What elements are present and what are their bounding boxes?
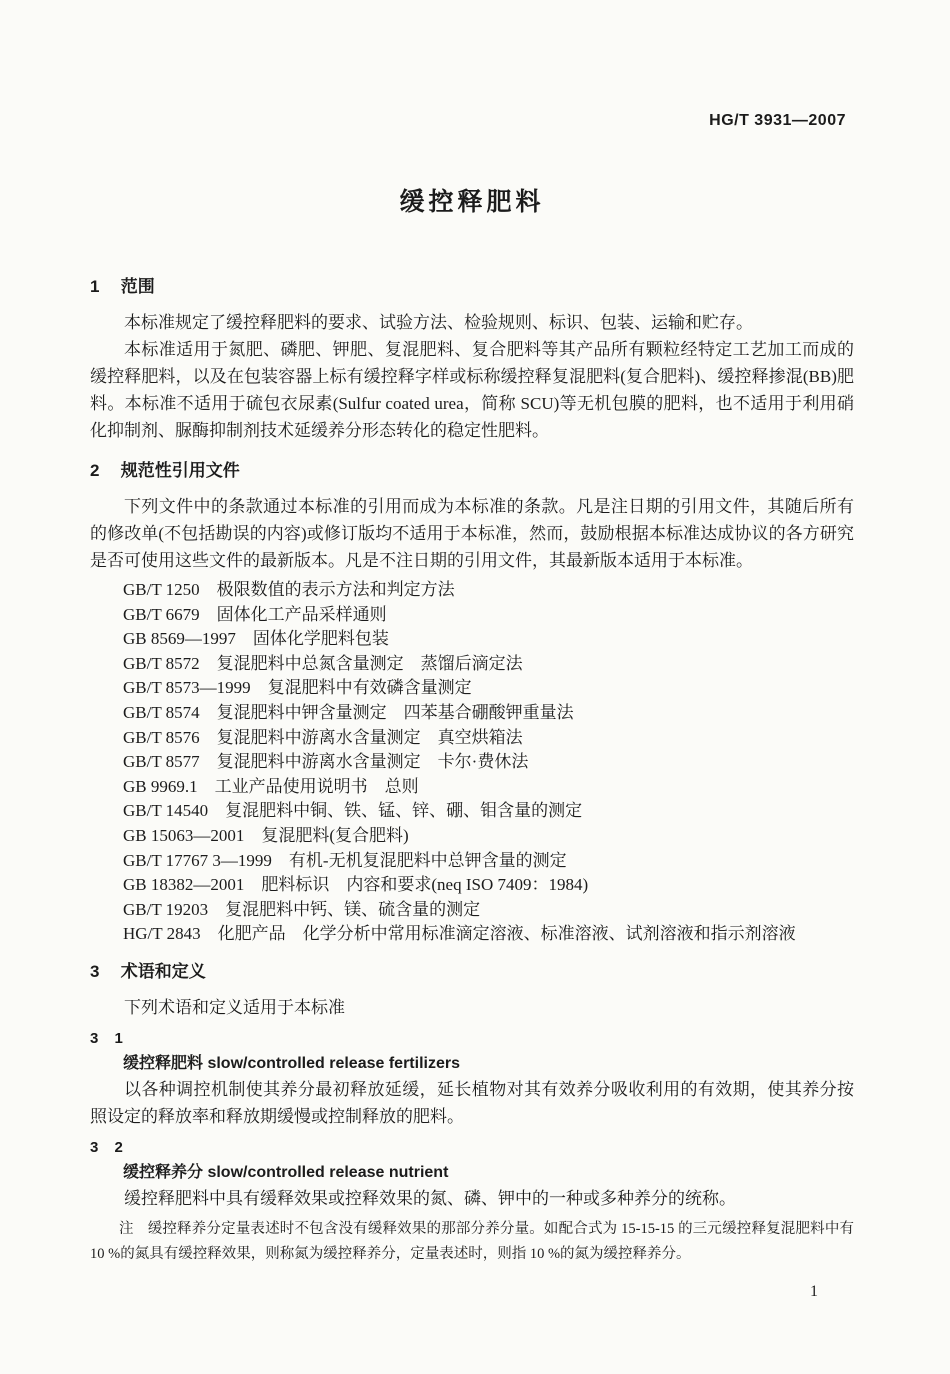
reference-title: 复混肥料中有效磷含量测定	[267, 678, 472, 698]
reference-item	[123, 578, 854, 603]
reference-item	[123, 726, 854, 751]
reference-code: GB 18382—2001	[123, 875, 245, 895]
reference-code: GB 9969.1	[123, 776, 198, 796]
reference-code: GB/T 19203	[123, 899, 209, 919]
reference-item	[123, 799, 854, 824]
section-heading-normative	[90, 456, 854, 481]
reference-title: 工业产品使用说明书 总则	[214, 776, 419, 796]
reference-title: 固体化学肥料包装	[252, 629, 389, 649]
section-title: 范围	[120, 277, 155, 296]
term-heading-3-2: 缓控释养分 slow/controlled release nutrient	[123, 1163, 449, 1181]
reference-item	[123, 873, 854, 898]
section-normative-references	[90, 456, 854, 947]
note-label: 注	[119, 1220, 134, 1237]
reference-item	[123, 676, 854, 701]
reference-item	[123, 849, 854, 874]
reference-title: 复混肥料中游离水含量测定 真空烘箱法	[216, 727, 523, 747]
section-scope	[90, 272, 854, 444]
reference-title: 复混肥料中游离水含量测定 卡尔·费休法	[216, 752, 529, 772]
definition-paragraph-3-1: 以各种调控机制使其养分最初释放延缓，延长植物对其有效养分吸收利用的有效期，使其养分按照设定的释放率和释放期缓慢或控制释放的肥料。	[90, 1079, 854, 1126]
note-text: 缓控释养分定量表述时不包含没有缓释效果的那部分养分量。如配合式为 15-15-15 的三元缓控释复混肥料中有 10 %的氮具有缓控释效果，则称氮为缓控释养分，定量表述时，则指 10 %的氮为缓控释养分。	[90, 1220, 855, 1262]
reference-title: 化肥产品 化学分析中常用标准滴定溶液、标准溶液、试剂溶液和指示剂溶液	[217, 924, 796, 944]
reference-title: 复混肥料中总氮含量测定 蒸馏后滴定法	[216, 653, 523, 673]
reference-item	[123, 750, 854, 775]
reference-item	[123, 898, 854, 923]
definition-paragraph-3-2: 缓控释肥料中具有缓释效果或控释效果的氮、磷、钾中的一种或多种养分的统称。	[124, 1188, 736, 1208]
reference-list	[90, 578, 854, 947]
reference-code: HG/T 2843	[123, 924, 201, 944]
reference-title: 复混肥料中钙、镁、硫含量的测定	[225, 899, 481, 919]
reference-code: GB/T 1250	[123, 580, 200, 599]
reference-code: GB/T 14540	[123, 801, 209, 821]
reference-title: 有机-无机复混肥料中总钾含量的测定	[288, 850, 567, 870]
section-terms-definitions	[90, 957, 854, 1267]
reference-item	[123, 701, 854, 726]
section-number: 3	[90, 961, 100, 981]
paragraph-terms-intro: 下列术语和定义适用于本标准	[124, 997, 345, 1017]
reference-item	[123, 775, 854, 800]
reference-item	[123, 824, 854, 849]
doc-number: HG/T 3931—2007	[709, 112, 846, 129]
reference-code: GB 15063—2001	[123, 825, 245, 845]
section-heading-scope	[90, 272, 854, 297]
section-number: 1	[90, 277, 100, 296]
reference-item	[123, 627, 854, 652]
reference-item	[123, 652, 854, 677]
subsection-number-3-1: 3 1	[90, 1029, 129, 1047]
note-paragraph	[90, 1217, 854, 1267]
page-number: 1	[810, 1282, 818, 1300]
paragraph-normative-intro: 下列文件中的条款通过本标准的引用而成为本标准的条款。凡是注日期的引用文件，其随后所有的修改单(不包括勘误的内容)或修订版均不适用于本标准，然而，鼓励根据本标准达成协议的各方研究是否可使用这些文件的最新版本。凡是不注日期的引用文件，其最新版本适用于本标准。	[90, 497, 854, 570]
reference-title: 肥料标识 内容和要求(neq ISO 7409：1984)	[261, 875, 589, 895]
reference-code: GB/T 6679	[123, 604, 200, 624]
reference-code: GB/T 8573—1999	[123, 678, 251, 698]
reference-title: 复混肥料中钾含量测定 四苯基合硼酸钾重量法	[216, 702, 574, 722]
reference-title: 固体化工产品采样通则	[216, 604, 387, 624]
reference-item	[123, 922, 854, 947]
section-title: 术语和定义	[120, 961, 206, 981]
reference-code: GB 8569—1997	[123, 629, 236, 649]
term-heading-3-1: 缓控释肥料 slow/controlled release fertilizers	[123, 1054, 460, 1072]
section-number: 2	[90, 461, 100, 480]
document-title: 缓控释肥料	[399, 188, 545, 216]
reference-title: 复混肥料(复合肥料)	[261, 825, 409, 845]
reference-item	[123, 603, 854, 628]
reference-code: GB/T 8576	[123, 727, 200, 747]
reference-code: GB/T 8577	[123, 752, 200, 772]
reference-title: 复混肥料中铜、铁、锰、锌、硼、钼含量的测定	[225, 801, 583, 821]
reference-code: GB/T 8572	[123, 653, 200, 673]
section-heading-terms	[90, 957, 854, 982]
reference-code: GB/T 8574	[123, 702, 200, 722]
reference-code: GB/T 17767 3—1999	[123, 850, 272, 870]
reference-title: 极限数值的表示方法和判定方法	[216, 580, 455, 599]
paragraph-scope-2: 本标准适用于氮肥、磷肥、钾肥、复混肥料、复合肥料等其产品所有颗粒经特定工艺加工而成的缓控释肥料，以及在包装容器上标有缓控释字样或标称缓控释复混肥料(复合肥料)、缓控释掺混(BB)肥料。本标准不适用于硫包衣尿素(Sulfur coated urea，简称 SCU)等无机包膜的肥料，也不适用于利用硝化抑制剂、脲酶抑制剂技术延缓养分形态转化的稳定性肥料。	[90, 340, 854, 440]
subsection-number-3-2: 3 2	[90, 1138, 129, 1156]
section-title: 规范性引用文件	[120, 461, 240, 480]
paragraph-scope-1: 本标准规定了缓控释肥料的要求、试验方法、检验规则、标识、包装、运输和贮存。	[124, 313, 753, 332]
